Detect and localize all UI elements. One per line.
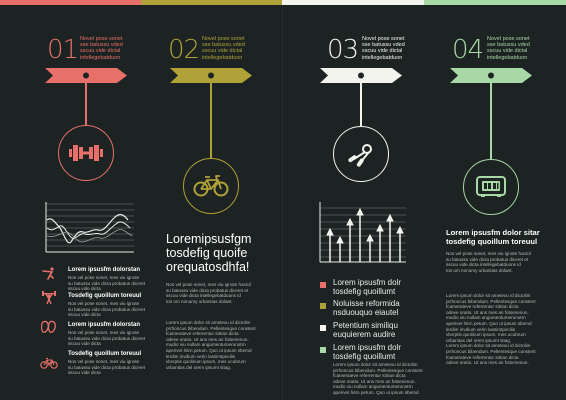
bicycle-small-icon <box>40 357 58 369</box>
list-item-text: Nos vel pose sonet, mes viu ignote su batussu vide dicta probatus diceret sscuu vide dicta <box>68 301 146 318</box>
list-item-title: Lorem ipsusfm dolorstan <box>68 267 141 273</box>
legend-label: Petentium similiqu euquierem audire <box>333 321 398 339</box>
hand-grip-icon <box>346 141 376 167</box>
step-circle-02 <box>183 158 239 214</box>
arrow-bar-chart <box>316 202 406 264</box>
step-text-01: Novel pose sonet sse batussu vded sscuu vide dictal intellegebatduon <box>80 36 123 61</box>
legend-swatch-coral <box>320 282 326 288</box>
step-text-03: Novel pose sonet sse batussu vded sscuu vide dictal intellegebatduon <box>362 36 405 61</box>
top-bar-mint <box>424 0 566 5</box>
panel4-paragraph-2: Lorem ipsum dolor sit ametexu id dictolim prrhoncus bibendum. Pellentesque constent fcamerateve referrentur sitrian dicta odeve oratio. Ut ans mes an fotsenenun. mudio viu nullam angumentumerunotrn aperivet hitrn petum. Quo ut ipsum sbemd lerdim invdium verin lassimtpecilis vbvrptis quolinum ipsum, mes ucubrum urbanitas del orem ipsumt sitag. Lorem ipsum dolor sit ametexu id dictolim prrhoncus bibendum. Pellentesque constent fcamerateve referrentur sitrian dicta odeve oratio. Ut ans mes an fotsenenun. <box>446 293 536 366</box>
list-item-title: Tosdefig quoillum toreuul <box>68 351 142 357</box>
step-line-03 <box>360 81 362 126</box>
step-line-01 <box>85 81 87 125</box>
step-text-04: Novel pose sonet sse batussu vded sscuu vide dictal intellegebatduon <box>487 36 530 61</box>
step-line-04 <box>490 81 492 159</box>
panel4-heading: Lorem ipsusfm dolor sitar tosdefig quoillum toreuul <box>446 228 540 246</box>
panel4-paragraph-1: Nos vel pose sonet, mes viu ignote hactol su batussu vide dicta probatus diceret et sscuu vide dicta intellegebatduons id tos um nonumy urbanitas dolaet. <box>446 251 531 273</box>
digital-clock-icon <box>476 176 506 198</box>
bicycle-icon <box>193 175 229 197</box>
legend-label: Noluisse reformida nsduouquo eiautel <box>333 299 400 317</box>
weightlifter-icon <box>42 291 56 305</box>
top-bar-white <box>282 0 424 5</box>
list-item-title: Lorem ipsusfm dolorstan <box>68 322 141 328</box>
legend-label: Lorem ipsusfm dolr tosdefig quoillumt <box>333 343 402 361</box>
panel3-paragraph: Lorem ipsum dolor sit ametexu id dictolim prrhoncus bibendum. Pellentesque constent fcamerateve referrentur sitrian dicta odeve oratio. Ut ans mes an fotsenenun. mudio viu nullam angumentumerunotrn aperivet hitrn petum. Quo ut ipsum sbemd <box>333 362 423 395</box>
running-shoes-icon <box>41 320 57 334</box>
dumbbell-icon <box>69 144 103 162</box>
step-number-04: 04 <box>452 35 484 65</box>
top-bar-olive <box>141 0 282 5</box>
list-item-text: Nos vel pose sonet, mes viu ignote su batussu vide dicta probatus diceret sscuu vide dicta <box>68 330 146 347</box>
wave-chart <box>38 202 134 254</box>
step-number-03: 03 <box>327 35 359 65</box>
legend-swatch-mint <box>320 347 326 353</box>
legend-swatch-white <box>320 325 326 331</box>
top-bar-coral <box>0 0 141 5</box>
list-item-text: Nos vel pose sonet, mes viu ignote su batussu vide dicta probatus diceret sscuu vide dicta <box>68 275 146 292</box>
step-number-02: 02 <box>168 35 200 65</box>
panel2-heading: Loremipsusfgm tosdefig quoife orequatosdhfa! <box>166 232 252 274</box>
step-circle-03 <box>333 126 389 182</box>
panel2-paragraph-2: Lorem ipsum dolor sit ametexu id dictolim prrhoncus bibendum. Pellentesque constent fcamerateve referrentur sitrian dicta odeve oratio. Ut ans mes an fotsenenun. mudio viu nullam angumentumerunotrn aperivet hitrn petum. Quo ut ipsum sbemd lerdim invdium verin lassimtpecilis vbvrptis quolinum ipsum, mes ucubrum urbanitas del orem ipsumt sitag. <box>166 320 256 370</box>
page-fold <box>281 5 284 400</box>
panel2-paragraph-1: Nos vel pose sonet, mes viu ignote hactol su batussu vide dicta probatus diceret et sscuu vide dicta intellegebatduons id tos um nonumy urbanitas dolaet. <box>166 282 251 304</box>
step-circle-04 <box>463 159 519 215</box>
legend-label: Lorem ipsusfm dolr tosdefig quoillumt <box>333 278 402 296</box>
list-item-title: Tosdefig quoillum toreuul <box>68 293 142 299</box>
step-circle-01 <box>58 125 114 181</box>
step-number-01: 01 <box>47 35 79 65</box>
list-item-text: Nos vel pose sonet, mes viu ignote su batussu vide dicta probatus diceret sscuu vide dicta <box>68 359 146 376</box>
legend-swatch-olive <box>320 303 326 309</box>
step-line-02 <box>210 81 212 158</box>
gymnast-icon <box>42 266 56 280</box>
step-text-02: Novel pose sonet sse batussu vded sscuu vide dictal intellegebatduon <box>202 36 245 61</box>
